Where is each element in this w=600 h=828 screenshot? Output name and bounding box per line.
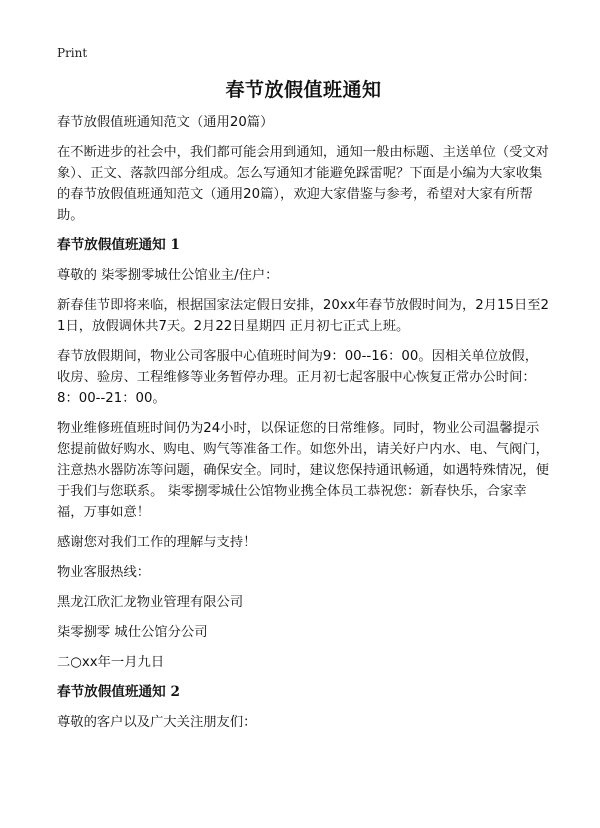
company-name: 黑龙江欣汇龙物业管理有限公司 [57,595,244,610]
paragraph-holiday-schedule: 新春佳节即将来临，根据国家法定假日安排，20xx年春节放假时间为，2月15日至21日，放假调休共7天。2月22日星期四 正月初七正式上班。 [57,298,549,334]
branch-name: 柒零捌零 城仕公馆分公司 [57,625,208,640]
print-link[interactable]: Print [57,46,88,60]
section-heading-1: 春节放假值班通知 1 [57,237,180,253]
subtitle: 春节放假值班通知范文（通用20篇） [57,115,274,130]
paragraph-maintenance: 物业维修班值班时间仍为24小时，以保证您的日常维修。同时，物业公司温馨提示您提前做好购水、购电、购气等准备工作。如您外出，请关好户内水、电、气阀门，注意热水器防冻等问题，确保安全。同时，建议您保持通讯畅通，如遇特殊情况，便于我们与您联系。 柒零捌零城仕公馆物业携全体员工恭祝您：新春快乐，合家幸福，万事如意！ [57,421,549,520]
greeting-2: 尊敬的客户以及广大关注朋友们： [57,715,257,730]
page-title: 春节放假值班通知 [225,79,382,101]
intro-paragraph: 在不断进步的社会中，我们都可能会用到通知，通知一般由标题、主送单位（受文对象）、正文、落款四部分组成。怎么写通知才能避免踩雷呢？下面是小编为大家收集的春节放假值班通知范文（通用20篇），欢迎大家借鉴与参考，希望对大家有所帮助。 [57,145,549,223]
section-heading-2: 春节放假值班通知 2 [57,684,180,700]
date-line: 二○xx年一月九日 [57,655,165,670]
paragraph-service-hours: 春节放假期间，物业公司客服中心值班时间为9：00--16：00。因相关单位放假，收房、验房、工程维修等业务暂停办理。正月初七起客服中心恢复正常办公时间：8：00--21：00。 [57,349,539,406]
thanks-line: 感谢您对我们工作的理解与支持！ [57,535,257,550]
hotline-label: 物业客服热线： [57,565,151,580]
greeting-1: 尊敬的 柒零捌零城仕公馆业主/住户： [57,268,279,283]
